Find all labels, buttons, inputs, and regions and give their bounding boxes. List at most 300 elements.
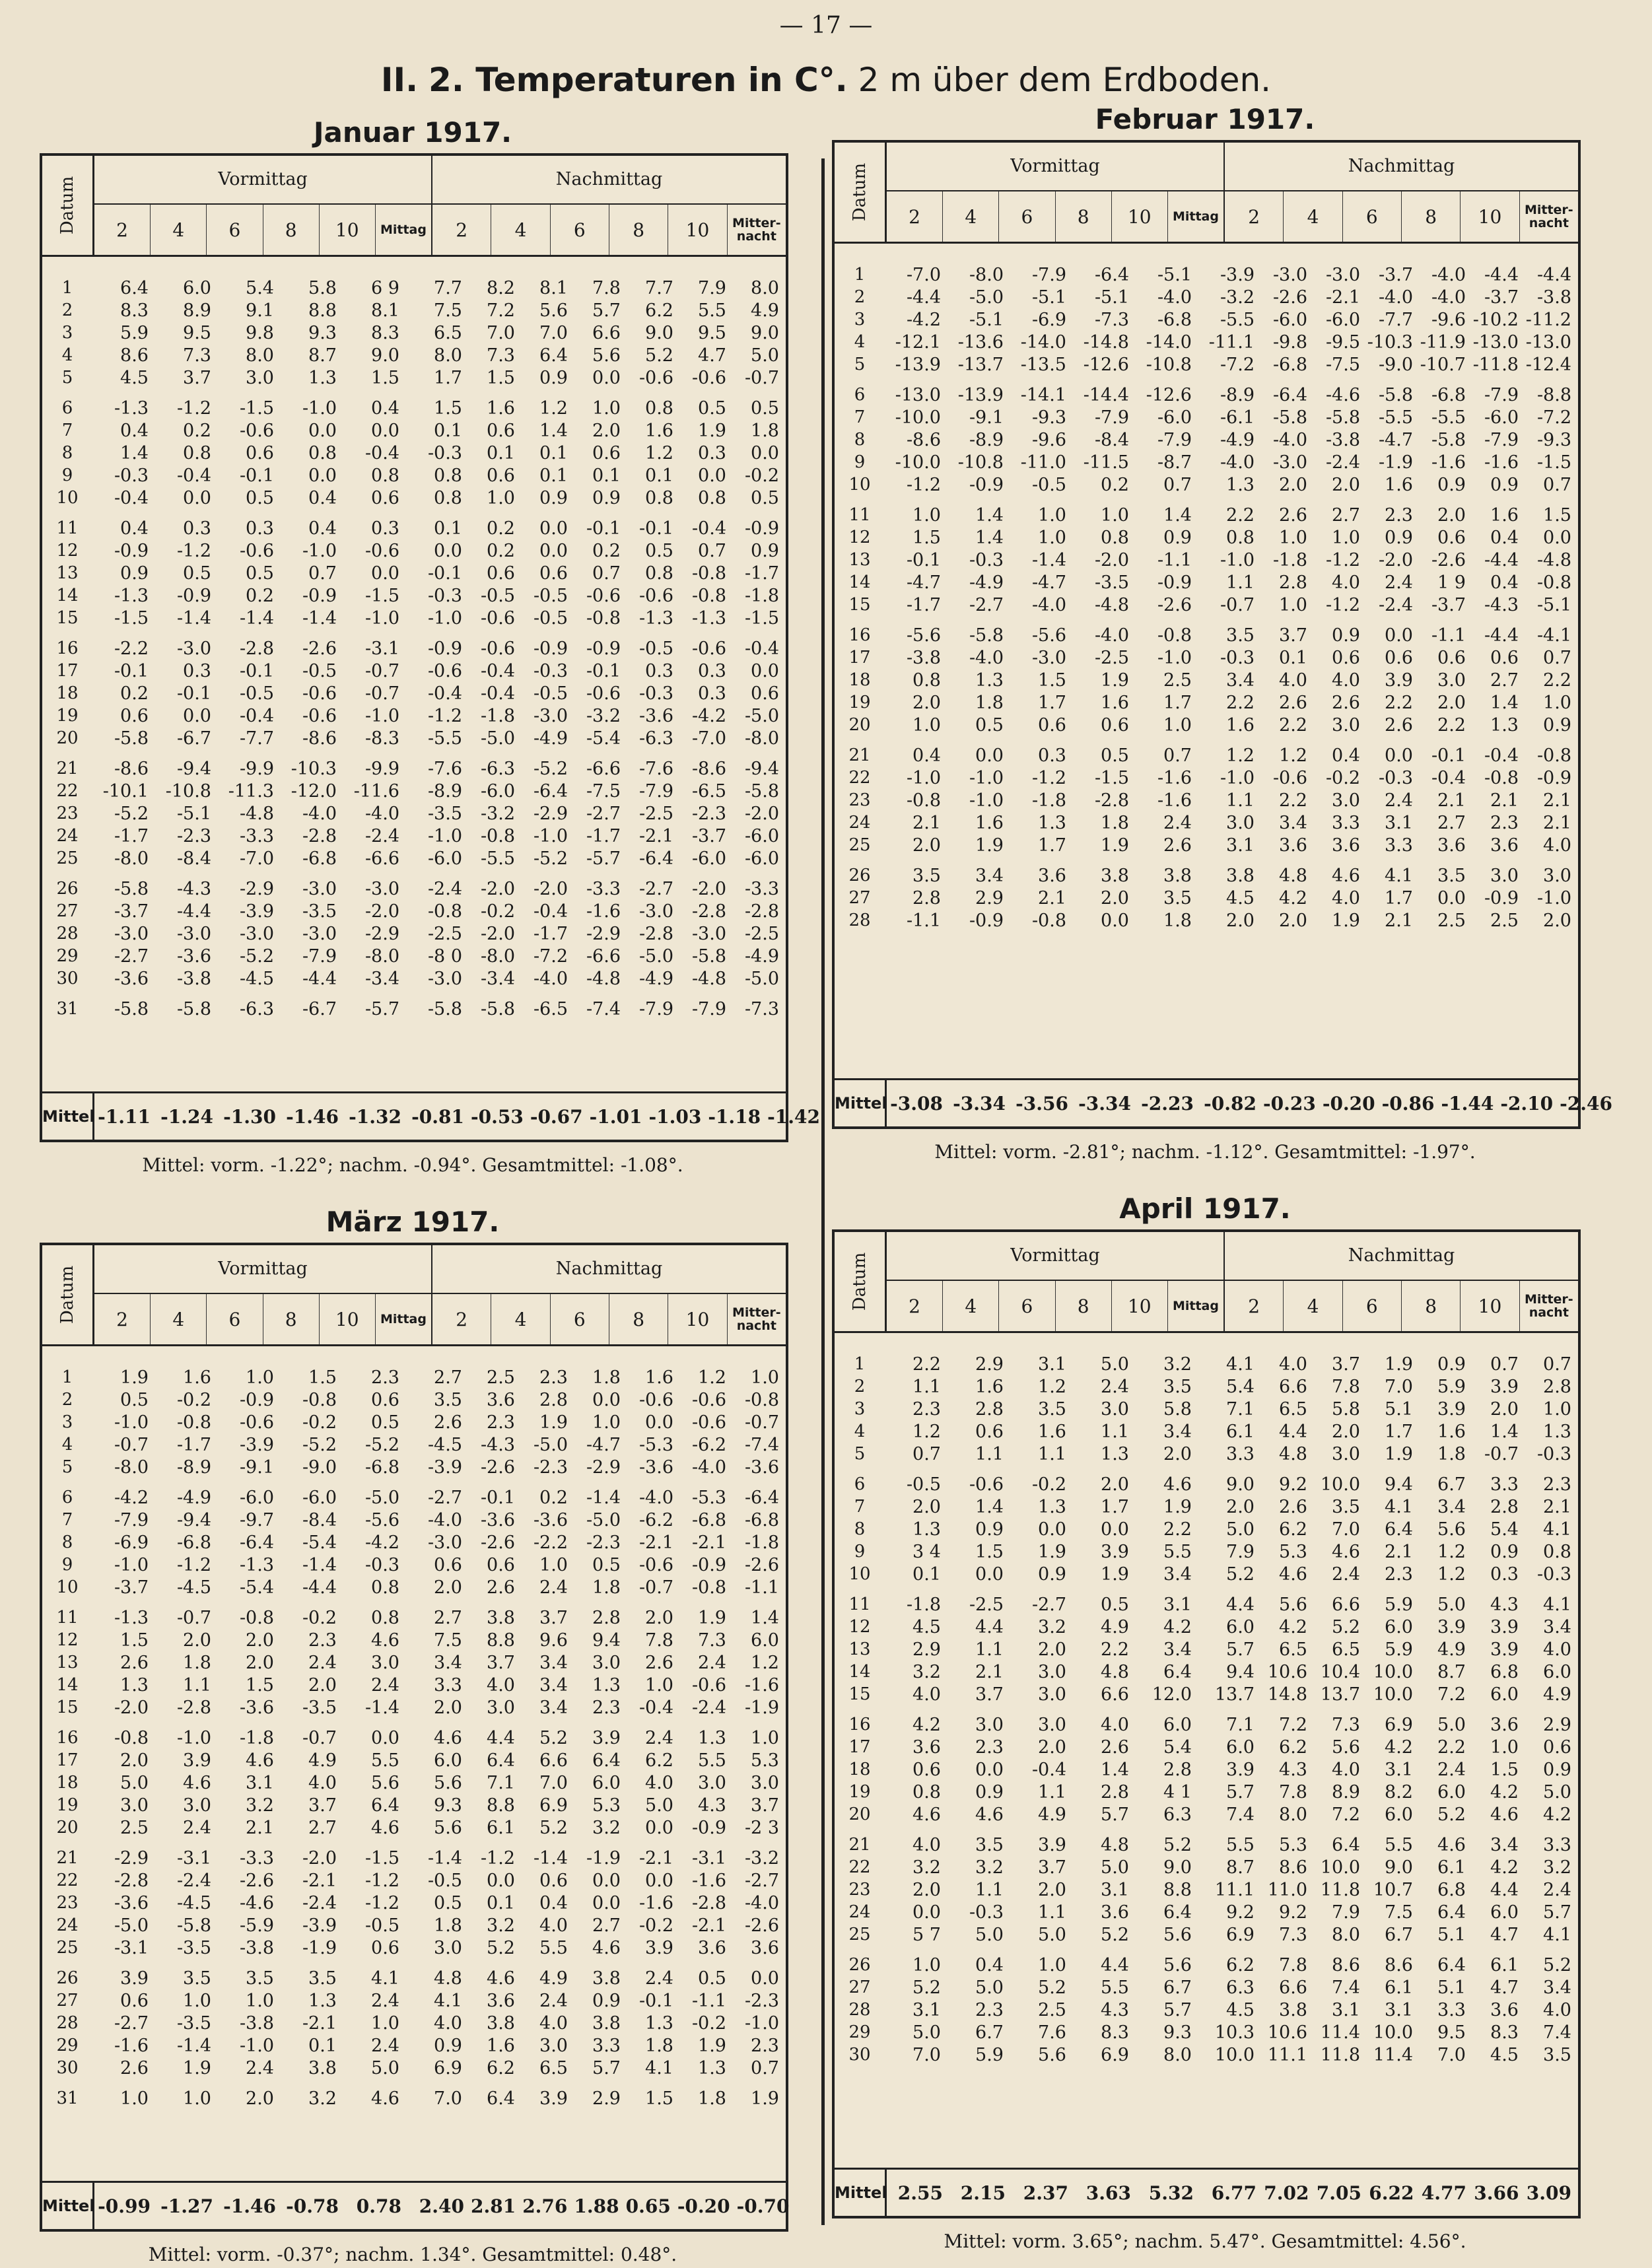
temp-value: -2.0	[480, 923, 515, 944]
hour-header: 2	[94, 205, 151, 255]
table-row	[835, 2044, 1578, 2066]
temp-value: -3.8	[239, 2012, 274, 2034]
temp-value: -0.7	[364, 683, 399, 704]
temp-value: 0.0	[751, 442, 779, 464]
day-number: 29	[56, 946, 79, 966]
temp-value: 1.6	[1437, 1421, 1466, 1442]
temp-value: 3.1	[1101, 1879, 1129, 1900]
table-row	[835, 406, 1578, 429]
temp-value: 3.4	[975, 865, 1004, 886]
temp-value: 2.4	[371, 1990, 399, 2011]
table-row	[835, 429, 1578, 451]
temp-value: 4.6	[1332, 1541, 1360, 1562]
temp-value: -11.8	[1472, 354, 1519, 375]
table-row	[42, 1366, 786, 1389]
temp-value: 2.7	[434, 1367, 462, 1388]
temp-value: 8.3	[1101, 2022, 1129, 2043]
temp-value: 1.1	[1226, 790, 1255, 811]
temp-value: -5.5	[480, 848, 515, 869]
temp-value: -3.6	[744, 1457, 779, 1478]
temp-value: 5.4	[1226, 1376, 1255, 1397]
temp-value: 4.1	[645, 2057, 673, 2079]
temp-value: -0.8	[1157, 625, 1192, 646]
temp-value: 2.3	[751, 2035, 779, 2056]
temp-value: 0.2	[120, 683, 149, 704]
temp-value: -2.1	[302, 1870, 337, 1891]
temp-value: 2.0	[1163, 1443, 1192, 1464]
temp-value: 3.0	[371, 1652, 399, 1673]
row-values	[885, 2045, 1578, 2065]
temp-value: 4.6	[183, 1772, 211, 1793]
table-row	[835, 1901, 1578, 1923]
temp-value: 1.9	[1332, 910, 1360, 931]
temp-value: 5.5	[698, 1750, 726, 1771]
temp-value: 1.0	[592, 397, 621, 419]
temp-value: 2.7	[434, 1607, 462, 1628]
day-number: 22	[56, 781, 79, 801]
nachmittag-label: Nachmittag	[432, 156, 786, 205]
temp-value: -1.1	[906, 910, 941, 931]
center-divider	[821, 158, 825, 2225]
temp-value: 4.0	[1279, 670, 1307, 691]
temp-value: 1.5	[487, 367, 515, 388]
temp-value: -3.7	[114, 901, 149, 922]
temp-value: 4.0	[1279, 1354, 1307, 1375]
day-number: 20	[56, 1818, 79, 1838]
temp-value: 0.8	[698, 487, 726, 508]
temp-value: 1.2	[698, 1367, 726, 1388]
temp-value: -0.4	[1031, 1759, 1066, 1780]
temp-value: -0.5	[533, 585, 568, 606]
hour-header: 2	[94, 1294, 151, 1344]
temp-value: -6.0	[239, 1487, 274, 1508]
temp-value: -1.2	[364, 1870, 399, 1891]
table-row	[835, 789, 1578, 811]
day-number: 11	[56, 1608, 79, 1628]
temp-value: 1.0	[751, 1727, 779, 1748]
temp-value: -4.4	[1484, 549, 1519, 570]
temp-value: 5.9	[1385, 1639, 1413, 1660]
temp-value: 2.2	[1226, 692, 1255, 713]
temp-value: 0.6	[592, 442, 621, 464]
temp-value: -1.0	[1536, 887, 1571, 909]
temp-value: 6.5	[434, 322, 462, 343]
temp-value: 7.0	[1332, 1519, 1360, 1540]
temp-value: -14.1	[1020, 384, 1066, 405]
temp-value: -7.9	[638, 998, 673, 1019]
day-number: 21	[848, 1835, 871, 1855]
temp-value: 10.4	[1320, 1661, 1360, 1682]
temp-value: -0.3	[1536, 1443, 1571, 1464]
temp-value: -5.8	[1431, 429, 1466, 450]
table-row	[42, 2034, 786, 2057]
temp-value: 9.0	[751, 322, 779, 343]
temp-value: 1.3	[120, 1674, 149, 1696]
temp-value: -0.1	[239, 660, 274, 681]
temp-value: 1.2	[1226, 745, 1255, 766]
temp-value: 4.9	[1543, 1684, 1571, 1705]
temp-value: -7.6	[427, 758, 462, 779]
temp-value: 4.6	[371, 2088, 399, 2109]
temp-value: 2.4	[246, 2057, 274, 2079]
temp-value: 4.0	[1543, 1639, 1571, 1660]
temp-value: -5.8	[691, 945, 726, 967]
table-row	[835, 1540, 1578, 1563]
temp-value: -0.3	[969, 1902, 1004, 1923]
temp-value: -7.7	[239, 728, 274, 749]
temp-value: 0.0	[1101, 1519, 1129, 1540]
table-row	[42, 607, 786, 629]
temp-value: -1.4	[586, 1487, 621, 1508]
temp-value: 10.0	[1373, 1661, 1413, 1682]
temp-value: 10.0	[1320, 1474, 1360, 1495]
temp-value: -14.0	[1146, 331, 1192, 353]
temp-value: -0.1	[480, 1487, 515, 1508]
temp-value: 6.5	[1279, 1398, 1307, 1420]
hour-columns	[887, 191, 1223, 242]
day-number: 15	[56, 608, 79, 628]
temp-value: -7.9	[1031, 264, 1066, 285]
temp-value: 3.7	[1332, 1354, 1360, 1375]
temp-value: -1.0	[427, 825, 462, 846]
day-number: 13	[56, 563, 79, 583]
temp-value: 0.4	[1490, 527, 1519, 548]
temp-value: 5.0	[1101, 1857, 1129, 1878]
temp-value: -4.2	[114, 1487, 149, 1508]
temp-value: 1.0	[539, 1554, 568, 1575]
temp-value: 3.0	[1038, 1684, 1066, 1705]
temp-value: 7.8	[645, 1630, 673, 1651]
temp-value: 4.1	[1543, 1519, 1571, 1540]
temp-value: 5.3	[751, 1750, 779, 1771]
hour-columns	[887, 1281, 1223, 1331]
temp-value: -3.8	[1325, 429, 1360, 450]
temp-value: 3.9	[120, 1968, 149, 1989]
temp-value: -5.4	[302, 1532, 337, 1553]
temp-value: 3.3	[1385, 835, 1413, 856]
temp-value: -2.5	[969, 1594, 1004, 1615]
mittel-label: Mittel	[835, 1080, 887, 1126]
temp-value: -0.7	[364, 660, 399, 681]
temp-value: -1.0	[906, 767, 941, 788]
temp-value: 4.4	[1101, 1954, 1129, 1976]
temp-value: 3.9	[1101, 1541, 1129, 1562]
day-number: 17	[56, 661, 79, 681]
table-row	[835, 1593, 1578, 1616]
table-row	[42, 660, 786, 682]
temp-value: -0.2	[638, 1915, 673, 1936]
temp-value: 2.0	[246, 1652, 274, 1673]
temp-value: 7.4	[1226, 1804, 1255, 1825]
temp-value: 3.5	[1163, 1376, 1192, 1397]
mittel-value: -0.67	[530, 1105, 583, 1128]
temp-value: 8.9	[1332, 1781, 1360, 1803]
row-values	[885, 1542, 1578, 1562]
temp-value: -2.1	[691, 1915, 726, 1936]
temp-value: 3.7	[751, 1795, 779, 1816]
temp-value: 3.0	[1038, 1661, 1066, 1682]
temp-value: 11.4	[1320, 2022, 1360, 2043]
temp-value: -1.7	[586, 825, 621, 846]
temp-value: 1.3	[698, 2057, 726, 2079]
table-row	[42, 442, 786, 464]
temp-value: -5.2	[364, 1434, 399, 1455]
temp-value: -6.8	[302, 848, 337, 869]
temp-value: 3.7	[308, 1795, 337, 1816]
temp-value: 1.4	[751, 1607, 779, 1628]
temp-value: 1.0	[183, 1990, 211, 2011]
temp-value: 6.4	[1163, 1902, 1192, 1923]
temp-value: 2.4	[1101, 1376, 1129, 1397]
temp-value: 0.9	[1385, 527, 1413, 548]
mittel-row	[42, 1091, 820, 1140]
temp-value: -4.5	[176, 1577, 211, 1598]
temp-value: -1.3	[114, 397, 149, 419]
table-row	[42, 277, 786, 299]
temp-value: 0.0	[1543, 527, 1571, 548]
table-row	[42, 1892, 786, 1914]
table-row	[42, 682, 786, 704]
table-row	[42, 584, 786, 607]
temp-value: -2.6	[1157, 594, 1192, 615]
temp-value: -9.7	[239, 1509, 274, 1530]
temp-value: 2.9	[975, 887, 1004, 909]
temp-value: -9.6	[1431, 309, 1466, 330]
temp-value: 6.0	[751, 1630, 779, 1651]
mittel-value: 4.77	[1421, 2182, 1466, 2204]
pentad-group	[835, 1593, 1578, 1705]
mittel-value: -1.24	[160, 1105, 213, 1128]
temp-value: -1.8	[744, 1532, 779, 1553]
temp-value: -3.5	[176, 2012, 211, 2034]
mittel-value: -1.46	[223, 2195, 276, 2217]
hour-header: Mitter-nacht	[1524, 203, 1573, 230]
hour-header: 8	[609, 1294, 668, 1344]
hour-header: 6	[999, 191, 1055, 242]
temp-value: -14.0	[1020, 331, 1066, 353]
temp-value: -4.4	[1484, 625, 1519, 646]
temp-value: -0.1	[176, 683, 211, 704]
temp-value: 1.5	[1543, 504, 1571, 526]
table-row	[835, 1398, 1578, 1420]
temp-value: -1.0	[239, 2035, 274, 2056]
table-row	[42, 1411, 786, 1433]
day-number: 15	[848, 595, 871, 615]
temp-value: 4.0	[434, 2012, 462, 2034]
mittel-value: -1.27	[160, 2195, 213, 2217]
table-row	[835, 286, 1578, 308]
temp-value: 6.3	[1163, 1804, 1192, 1825]
row-values	[92, 608, 786, 629]
temp-value: 2.1	[912, 812, 941, 833]
temp-value: 0.6	[120, 1990, 149, 2011]
temp-value: 3.4	[1490, 1834, 1519, 1855]
temp-value: 1.6	[975, 812, 1004, 833]
table-row	[835, 1803, 1578, 1826]
day-number: 28	[56, 2013, 79, 2033]
temp-value: -2.8	[114, 1870, 149, 1891]
temp-value: 1.0	[183, 2088, 211, 2109]
mittel-value: -1.30	[223, 1105, 276, 1128]
temp-value: 5.7	[1543, 1902, 1571, 1923]
table-row	[835, 1954, 1578, 1976]
temp-value: 11.0	[1267, 1879, 1307, 1900]
temp-value: 1.6	[975, 1376, 1004, 1397]
row-values	[92, 518, 786, 539]
day-number: 31	[56, 999, 79, 1019]
row-values	[92, 826, 786, 846]
temp-value: -12.6	[1083, 354, 1129, 375]
temp-value: 13.7	[1320, 1684, 1360, 1705]
day-number: 17	[56, 1750, 79, 1770]
temp-value: 1.2	[645, 442, 673, 464]
temp-value: -8.8	[1536, 384, 1571, 405]
temp-value: -0.8	[1536, 745, 1571, 766]
temp-value: 2.1	[246, 1817, 274, 1838]
temp-value: -4.9	[176, 1487, 211, 1508]
row-values	[885, 1955, 1578, 1976]
day-number: 8	[61, 1532, 73, 1552]
mittel-value: -0.70	[736, 2195, 790, 2217]
temp-value: -1.4	[533, 1847, 568, 1869]
table-row	[835, 1443, 1578, 1465]
temp-value: -5.8	[969, 625, 1004, 646]
temp-value: -5.2	[302, 1434, 337, 1455]
temp-value: -0.8	[302, 1389, 337, 1410]
temp-value: 4.4	[1226, 1594, 1255, 1615]
row-values	[92, 1848, 786, 1869]
table-row	[42, 1847, 786, 1869]
month-block-februar	[832, 99, 1612, 1163]
month-summary: Mittel: vorm. -1.22°; nachm. -0.94°. Gesamtmittel: -1.08°.	[142, 1154, 683, 1176]
temp-value: 9.4	[1385, 1474, 1413, 1495]
day-number: 1	[854, 1354, 866, 1374]
temp-value: 3.6	[1490, 1714, 1519, 1735]
row-values	[92, 804, 786, 824]
temp-value: -0.4	[744, 638, 779, 659]
temp-value: 4.6	[1332, 865, 1360, 886]
row-values	[885, 1497, 1578, 1517]
temp-value: 6.4	[1437, 1902, 1466, 1923]
hour-header: 4	[943, 1281, 999, 1331]
day-number: 4	[61, 1435, 73, 1455]
temp-value: 0.9	[1490, 474, 1519, 495]
row-values	[885, 1760, 1578, 1780]
row-values	[885, 430, 1578, 450]
row-values	[92, 368, 786, 388]
temp-value: 1.8	[183, 1652, 211, 1673]
temp-value: -3.8	[176, 968, 211, 989]
row-values	[92, 2013, 786, 2034]
temp-value: -1.4	[176, 607, 211, 629]
temp-value: -2.1	[638, 1532, 673, 1553]
temp-value: 7.6	[1038, 2022, 1066, 2043]
table-row	[835, 594, 1578, 616]
temp-value: 3.7	[487, 1652, 515, 1673]
temp-value: -0.7	[1484, 1443, 1519, 1464]
temp-value: 6.9	[1385, 1714, 1413, 1735]
temp-value: -7.0	[239, 848, 274, 869]
mittel-value: 3.09	[1526, 2182, 1571, 2204]
temp-value: 0.8	[1101, 527, 1129, 548]
temp-value: -0.3	[114, 465, 149, 486]
temp-value: 3.4	[1437, 1496, 1466, 1517]
row-values	[92, 1390, 786, 1410]
temp-value: -3.1	[691, 1847, 726, 1869]
temp-value: 1.3	[1038, 812, 1066, 833]
temp-value: 4.6	[1279, 1564, 1307, 1585]
temp-value: 5.6	[371, 1772, 399, 1793]
temp-value: 3.8	[592, 1968, 621, 1989]
mittel-value: 6.77	[1211, 2182, 1256, 2204]
hour-header: 2	[432, 205, 491, 255]
mittel-value: 1.88	[574, 2195, 619, 2217]
temp-value: -0.3	[427, 442, 462, 464]
temp-value: -11.1	[1208, 331, 1255, 353]
temp-value: -3.0	[239, 923, 274, 944]
day-number: 23	[848, 1880, 871, 1900]
temp-value: 3.4	[539, 1652, 568, 1673]
temp-value: 0.4	[120, 518, 149, 539]
temp-value: 0.7	[751, 2057, 779, 2079]
row-values	[92, 323, 786, 343]
temp-value: 2.0	[912, 1496, 941, 1517]
row-values	[92, 1412, 786, 1433]
temp-value: 5.8	[308, 277, 337, 298]
temp-value: -10.8	[165, 780, 211, 802]
row-values	[885, 1595, 1578, 1615]
temp-value: 10.0	[1214, 2044, 1255, 2065]
temp-value: 0.9	[1543, 714, 1571, 736]
temp-value: -2.4	[1378, 594, 1413, 615]
temp-value: 5.1	[1437, 1924, 1466, 1945]
temp-value: -0.1	[638, 1990, 673, 2011]
day-number: 2	[854, 287, 866, 307]
temp-value: -2.0	[364, 901, 399, 922]
temp-value: -0.6	[638, 367, 673, 388]
day-number: 18	[56, 683, 79, 703]
day-number: 13	[56, 1653, 79, 1672]
temp-value: -3.8	[239, 1937, 274, 1958]
temp-value: 1.3	[1490, 714, 1519, 736]
table-row	[42, 419, 786, 442]
temp-value: 6 9	[371, 277, 399, 298]
temp-value: 4.4	[1279, 1421, 1307, 1442]
temp-value: 6.0	[1437, 1781, 1466, 1803]
table-row	[835, 1473, 1578, 1495]
temp-value: 1.6	[1385, 474, 1413, 495]
temp-value: -11.2	[1525, 309, 1571, 330]
temp-value: -4.7	[906, 572, 941, 593]
mittel-row	[835, 1078, 1612, 1126]
temp-value: -7.9	[1094, 407, 1129, 428]
temp-value: 3.6	[487, 1389, 515, 1410]
title-number: II.	[380, 61, 419, 99]
temp-value: -8.0	[114, 1457, 149, 1478]
table-row	[835, 864, 1578, 887]
temp-value: -0.9	[1536, 767, 1571, 788]
temp-value: 9.8	[246, 322, 274, 343]
temp-value: 11.8	[1320, 1879, 1360, 1900]
table-header	[42, 156, 786, 257]
temp-value: 3.4	[1543, 1616, 1571, 1637]
temp-value: -3.0	[1325, 264, 1360, 285]
table-row	[42, 1914, 786, 1937]
day-number: 3	[854, 310, 866, 329]
day-number: 15	[56, 1698, 79, 1717]
pentad-group	[42, 757, 786, 870]
temp-value: 1.2	[1279, 745, 1307, 766]
